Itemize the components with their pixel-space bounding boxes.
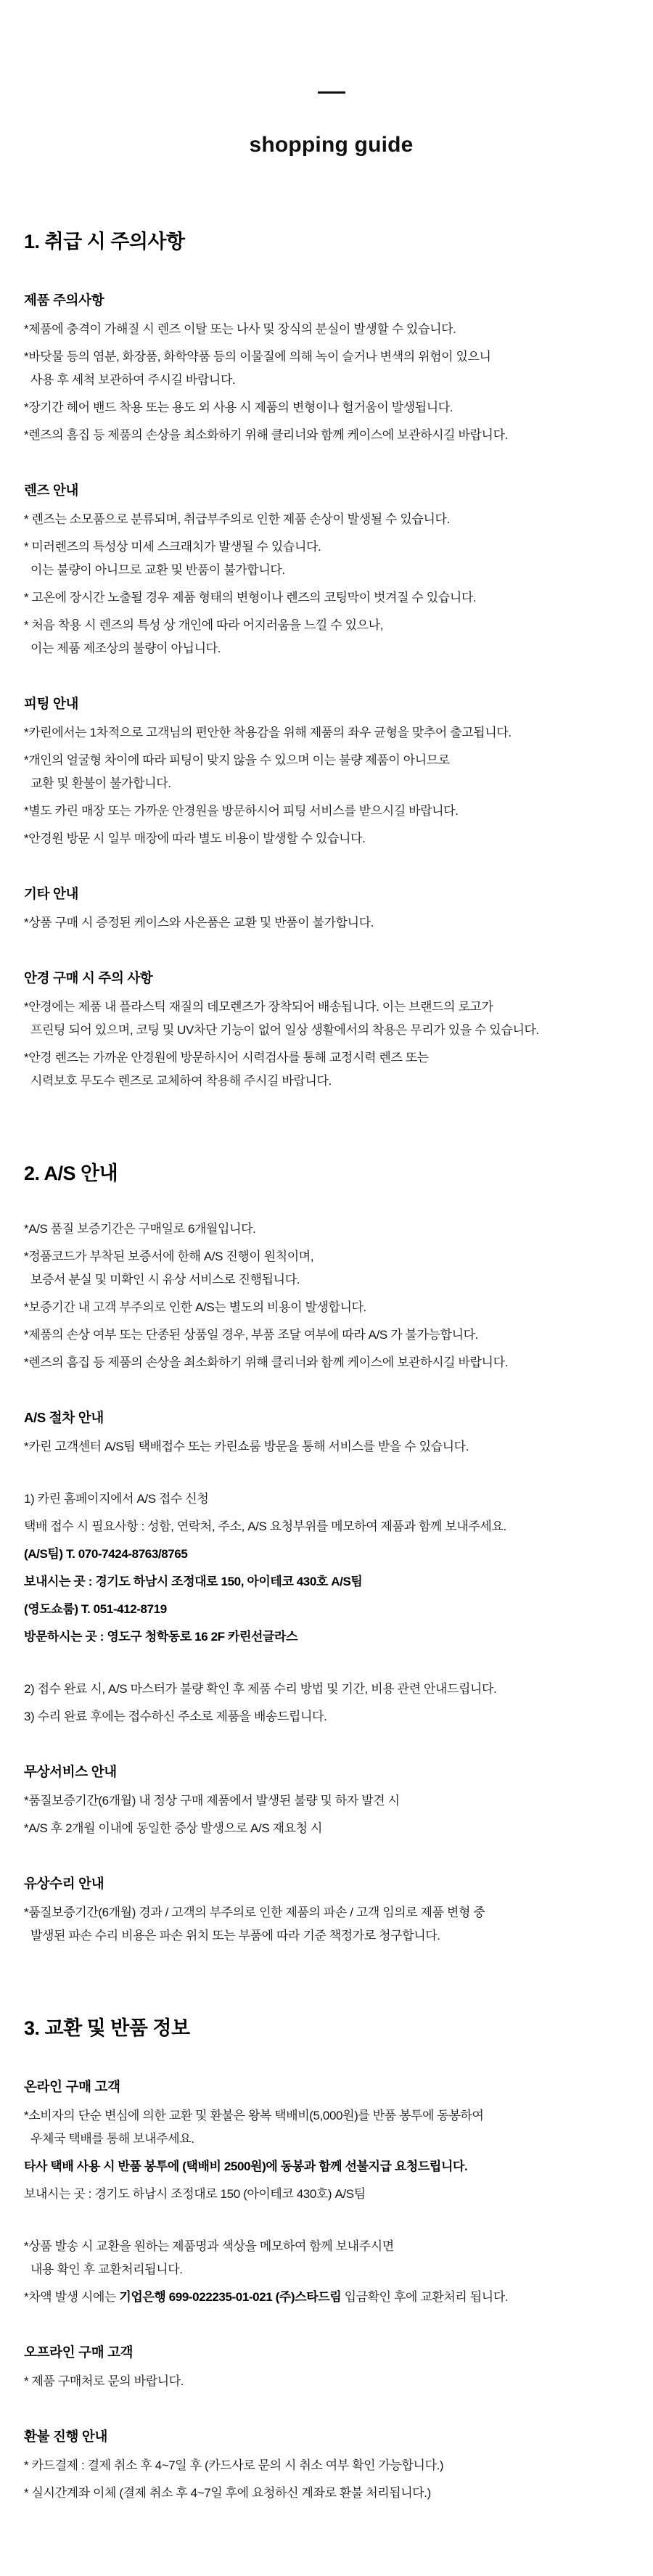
title-divider bbox=[318, 91, 345, 94]
price-difference-suffix: 입금확인 후에 교환처리 됩니다. bbox=[341, 2290, 509, 2304]
subsection-title-online: 온라인 구매 고객 bbox=[24, 2079, 120, 2094]
notice-line: *소비자의 단순 변심에 의한 교환 및 환불은 왕복 택배비(5,000원)를 반품 봉투에 동봉하여 bbox=[24, 2109, 484, 2122]
notice-line: *상품 발송 시 교환을 원하는 제품명과 색상을 메모하여 함께 보내주시면 bbox=[24, 2239, 394, 2253]
notice-line: 보증서 분실 및 미확인 시 유상 서비스로 진행됩니다. bbox=[30, 1273, 300, 1287]
notice-line: *안경원 방문 시 일부 매장에 따라 별도 비용이 발생할 수 있습니다. bbox=[24, 832, 366, 845]
subsection-title-lens: 렌즈 안내 bbox=[24, 483, 79, 498]
notice-line: 교환 및 환불이 불가합니다. bbox=[30, 776, 171, 790]
notice-line: * 처음 착용 시 렌즈의 특성 상 개인에 따라 어지러움을 느낄 수 있으나, bbox=[24, 618, 384, 632]
notice-line: *보증기간 내 고객 부주의로 인한 A/S는 별도의 비용이 발생합니다. bbox=[24, 1300, 366, 1314]
notice-line: *안경 렌즈는 가까운 안경원에 방문하시어 시력검사를 통해 교정시력 렌즈 또는 bbox=[24, 1051, 429, 1065]
notice-line: *장기간 헤어 밴드 착용 또는 용도 외 사용 시 제품의 변형이나 헐거움이 발생됩니다. bbox=[24, 401, 453, 414]
notice-line: 사용 후 세척 보관하여 주시길 바랍니다. bbox=[30, 373, 236, 387]
notice-line: 발생된 파손 수리 비용은 파손 위치 또는 부품에 따라 기준 책정가로 청구합니다. bbox=[30, 1929, 440, 1943]
page-title: shopping guide bbox=[249, 133, 414, 157]
section-title-as: 2. A/S 안내 bbox=[24, 1162, 118, 1184]
notice-line: *정품코드가 부착된 보증서에 한해 A/S 진행이 원칙이며, bbox=[24, 1250, 314, 1263]
subsection-title-as-procedure: A/S 절차 안내 bbox=[24, 1410, 104, 1425]
notice-line: * 미러렌즈의 특성상 미세 스크래치가 발생될 수 있습니다. bbox=[24, 540, 321, 554]
notice-line: * 렌즈는 소모품으로 분류되며, 취급부주의로 인한 제품 손상이 발생될 수 있습니다. bbox=[24, 512, 450, 526]
notice-line: 택배 접수 시 필요사항 : 성함, 연락처, 주소, A/S 요청부위를 메모하여 제품과 함께 보내주세요. bbox=[24, 1519, 506, 1533]
notice-line: *개인의 얼굴형 차이에 따라 피팅이 맞지 않을 수 있으며 이는 불량 제품이 아니므로 bbox=[24, 753, 450, 767]
notice-line: *품질보증기간(6개월) 경과 / 고객의 부주의로 인한 제품의 파손 / 고객 임의로 제품 변형 중 bbox=[24, 1906, 485, 1919]
notice-line: 우체국 택배를 통해 보내주세요. bbox=[30, 2132, 194, 2146]
notice-line: *품질보증기간(6개월) 내 정상 구매 제품에서 발생된 불량 및 하자 발견 시 bbox=[24, 1794, 400, 1808]
notice-line: 프린팅 되어 있으며, 코팅 및 UV차단 기능이 없어 일상 생활에서의 착용은 무리가 있을 수 있습니다. bbox=[30, 1023, 539, 1037]
notice-line: *상품 구매 시 증정된 케이스와 사은품은 교환 및 반품이 불가합니다. bbox=[24, 916, 374, 930]
subsection-title-refund: 환불 진행 안내 bbox=[24, 2429, 108, 2444]
as-step-2: 2) 접수 완료 시, A/S 마스터가 불량 확인 후 제품 수리 방법 및 기간, 비용 관련 안내드립니다. bbox=[24, 1682, 497, 1696]
notice-line: * 실시간계좌 이체 (결제 취소 후 4~7일 후에 요청하신 계좌로 환불 처리됩니다.) bbox=[24, 2486, 431, 2500]
notice-line: *카린 고객센터 A/S팀 택배접수 또는 카린쇼룸 방문을 통해 서비스를 받을 수 있습니다. bbox=[24, 1440, 469, 1453]
notice-line: *카린에서는 1차적으로 고객님의 편안한 착용감을 위해 제품의 좌우 균형을 맞추어 출고됩니다. bbox=[24, 726, 512, 739]
subsection-title-paid-repair: 유상수리 안내 bbox=[24, 1876, 104, 1891]
notice-line: 시력보호 무도수 렌즈로 교체하여 착용해 주시길 바랍니다. bbox=[30, 1074, 332, 1088]
notice-line: * 제품 구매처로 문의 바랍니다. bbox=[24, 2374, 184, 2388]
notice-line: *렌즈의 흠집 등 제품의 손상을 최소화하기 위해 클리너와 함께 케이스에 보관하시길 바랍니다. bbox=[24, 428, 508, 442]
notice-line: * 카드결제 : 결제 취소 후 4~7일 후 (카드사로 문의 시 취소 여부 확인 가능합니다.) bbox=[24, 2458, 444, 2472]
visit-address: 방문하시는 곳 : 영도구 청학동로 16 2F 카린선글라스 bbox=[24, 1630, 298, 1644]
notice-line: * 고온에 장시간 노출될 경우 제품 형태의 변형이나 렌즈의 코팅막이 벗겨질 수 있습니다. bbox=[24, 591, 477, 604]
as-step-1: 1) 카린 홈페이지에서 A/S 접수 신청 bbox=[24, 1492, 209, 1506]
subsection-title-glasses: 안경 구매 시 주의 사항 bbox=[24, 970, 153, 985]
as-step-3: 3) 수리 완료 후에는 접수하신 주소로 제품을 배송드립니다. bbox=[24, 1710, 327, 1723]
as-send-address: 보내시는 곳 : 경기도 하남시 조정대로 150, 아이테코 430호 A/S팀 bbox=[24, 1575, 363, 1588]
as-team-phone: (A/S팀) T. 070-7424-8763/8765 bbox=[24, 1547, 188, 1561]
notice-line: *바닷물 등의 염분, 화장품, 화학약품 등의 이물질에 의해 녹이 슬거나 변색의 위험이 있으니 bbox=[24, 350, 491, 364]
price-difference-prefix: *차액 발생 시에는 bbox=[24, 2290, 120, 2304]
subsection-title-free-service: 무상서비스 안내 bbox=[24, 1764, 117, 1779]
other-courier-notice: 타사 택배 사용 시 반품 봉투에 (택배비 2500원)에 동봉과 함께 선불지급 요청드립니다. bbox=[24, 2159, 468, 2173]
section-title-handling: 1. 취급 시 주의사항 bbox=[24, 231, 185, 253]
notice-line: 내용 확인 후 교환처리됩니다. bbox=[30, 2263, 183, 2276]
subsection-title-product: 제품 주의사항 bbox=[24, 292, 104, 308]
notice-line: 이는 제품 제조상의 불량이 아닙니다. bbox=[30, 641, 221, 655]
notice-line: *안경에는 제품 내 플라스틱 재질의 데모렌즈가 장착되어 배송됩니다. 이는 브랜드의 로고가 bbox=[24, 1000, 493, 1014]
showroom-phone: (영도쇼룸) T. 051-412-8719 bbox=[24, 1602, 167, 1616]
subsection-title-fitting: 피팅 안내 bbox=[24, 696, 79, 711]
notice-line: *A/S 후 2개월 이내에 동일한 증상 발생으로 A/S 재요청 시 bbox=[24, 1821, 322, 1835]
notice-line: *별도 카린 매장 또는 가까운 안경원을 방문하시어 피팅 서비스를 받으시길 바랍니다. bbox=[24, 804, 459, 818]
notice-line: 이는 불량이 아니므로 교환 및 반품이 불가합니다. bbox=[30, 563, 285, 577]
return-address: 보내시는 곳 : 경기도 하남시 조정대로 150 (아이테코 430호) A/S팀 bbox=[24, 2187, 366, 2201]
subsection-title-etc: 기타 안내 bbox=[24, 886, 79, 901]
section-title-exchange-return: 3. 교환 및 반품 정보 bbox=[24, 2017, 190, 2039]
notice-line: *A/S 품질 보증기간은 구매일로 6개월입니다. bbox=[24, 1222, 256, 1236]
notice-line: *제품의 손상 여부 또는 단종된 상품일 경우, 부품 조달 여부에 따라 A/S 가 불가능합니다. bbox=[24, 1328, 478, 1342]
notice-line: *렌즈의 흠집 등 제품의 손상을 최소화하기 위해 클리너와 함께 케이스에 보관하시길 바랍니다. bbox=[24, 1355, 508, 1369]
bank-transfer-info: 기업은행 699-022235-01-021 (주)스타드림 bbox=[119, 2290, 342, 2304]
notice-line: *제품에 충격이 가해질 시 렌즈 이탈 또는 나사 및 장식의 분실이 발생할 수 있습니다. bbox=[24, 322, 456, 336]
price-difference-line bbox=[24, 2289, 638, 2305]
subsection-title-offline: 오프라인 구매 고객 bbox=[24, 2345, 134, 2360]
